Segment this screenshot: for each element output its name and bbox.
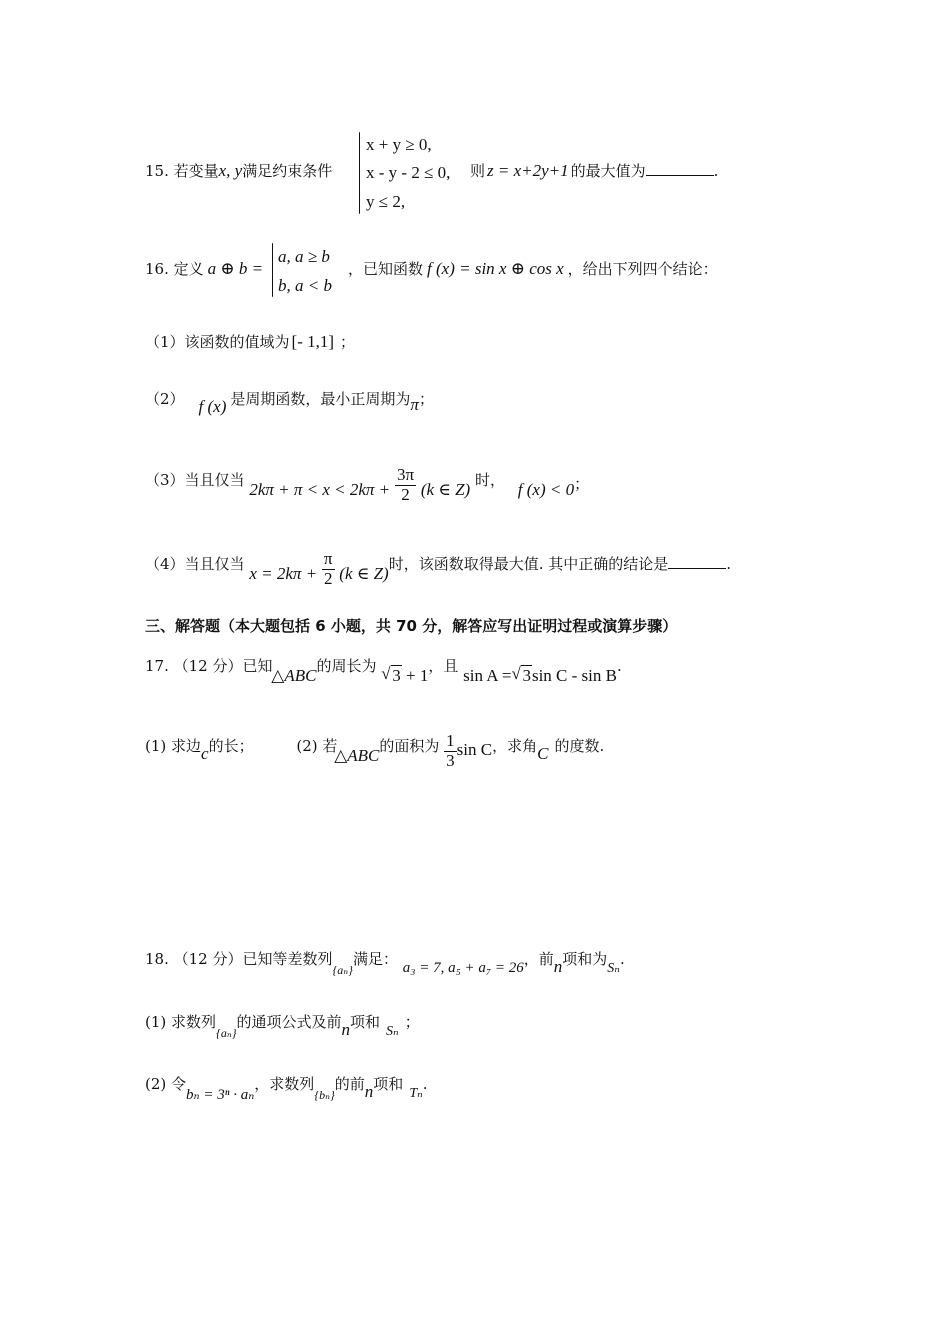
q18-part2 [145,1075,428,1103]
q16-text1: ，已知函数 [348,260,424,278]
q18-p2-end: . [422,1075,428,1093]
q16-c1-end: ； [340,333,356,351]
q16-conclusion-4 [145,546,732,588]
q17-eq-rad: 3 [522,666,531,685]
q15-constraint-1: x + y ≥ 0, [366,135,432,154]
q17-end: . [617,657,622,675]
q16-c3-num: 3π [396,465,415,484]
q17-perimeter [381,666,428,685]
q15-end: . [713,162,719,180]
q16-c3-text: 时， [475,471,506,490]
q17-p1-text: 的长； [208,737,254,756]
q18-p2-seq: {bₙ} [314,1088,335,1102]
q16-label: 16. 定义 [145,260,204,278]
q17-text2: ，且 [428,657,459,675]
q17-perim-rad: 3 [392,666,401,685]
q18-text1: 满足： [352,950,398,968]
q15-text2: 的最大值为 [570,162,646,180]
q16-c3-expr-a: 2kπ + π < x < 2kπ + [249,480,391,500]
q16-case-1: a, a ≥ b [278,247,330,266]
q16-c4-label: （4）当且仅当 [145,555,245,574]
q15-answer-blank [646,163,714,176]
q18-p1-end: ； [404,1013,420,1031]
q17-p2-text2: ，求角 [492,737,538,756]
q16-c4-expr-a: x = 2kπ + [249,564,318,584]
q18-S: Sₙ [607,961,620,976]
q16-c2-text: 是周期函数，最小正周期为 [230,390,411,408]
q16-c1-range: [- 1,1] [291,332,335,351]
q17-text1: 的周长为 [316,657,377,675]
q18-p2-text2: 的前 [334,1075,365,1093]
q17-p2-den: 3 [446,750,455,770]
q18-label: 18. （12 分）已知等差数列 [145,950,333,968]
q15-text1: 满足约束条件 [242,162,333,180]
q16-c3-den: 2 [401,484,410,504]
q18-text3: 项和为 [562,950,608,968]
q17-p2-C: C [537,744,549,764]
q17-label: 17. （12 分）已知 [145,657,273,675]
q15-then: 则 [470,162,486,180]
q17-line [145,657,622,685]
q16-c3-label: （3）当且仅当 [145,471,245,490]
q16-line [145,260,263,277]
q16-c3-fraction [395,466,416,504]
q18-end: . [619,950,625,968]
q16-c4-end: . [726,555,732,574]
q16-c2-end: ； [418,390,434,408]
q18-part1 [145,1013,420,1040]
q16-c2-label: （2） [145,390,185,408]
q17-eq-a: sin A = [463,666,512,685]
q16-c3-end: ； [574,475,590,494]
q16-c4-fraction [322,550,335,588]
q17-perim-plus: + 1 [406,666,429,685]
q16-tail [348,260,718,277]
q17-p1-c: c [201,744,209,764]
q16-c4-expr-b: (k ∈ Z) [339,564,389,584]
q18-line [145,950,625,977]
q16-c1-label: （1）该函数的值域为 [145,333,290,351]
q16-c3-expr-b: (k ∈ Z) [420,480,471,500]
q18-p1-seq: {aₙ} [216,1026,237,1040]
q18-p2-n: n [364,1082,374,1101]
q18-seq: {aₙ} [332,963,353,977]
q18-p1-label: (1) 求数列 [145,1013,217,1031]
q17-eq-b: sin C - sin B [531,666,617,685]
q18-p1-n: n [341,1020,351,1039]
q17-p2-text: 的面积为 [379,737,440,756]
q16-c3-ineq: f (x) < 0 [517,480,575,500]
q17-p2-num: 1 [446,731,455,750]
q18-p2-text: ，求数列 [254,1075,315,1093]
q16-c4-num: π [323,549,333,568]
q16-c2-func: f (x) [198,397,227,416]
q17-perim-sqrt [381,667,402,684]
q15-label: 15. 若变量 [145,162,219,180]
q16-conclusion-1 [145,333,355,350]
q16-def-lhs: a ⊕ b = [207,259,264,278]
q17-parts [145,728,605,770]
q15-expr: z = x+2y+1 [487,161,569,180]
q18-cond: a₃ = 7, a₅ + a₇ = 26 [402,960,524,976]
q15-line [145,162,332,179]
q18-text2: ，前 [523,950,554,968]
q16-conclusion-3 [145,462,590,504]
q15-vars: x, y [218,161,243,180]
q18-p1-text2: 项和 [350,1013,381,1031]
q17-p2-fraction [444,732,457,770]
q16-c4-text: 时，该函数取得最大值. 其中正确的结论是 [388,555,669,574]
q15-brace [359,132,360,214]
q17-p2-tri: △ABC [334,746,380,766]
q18-p1-text: 的通项公式及前 [236,1013,342,1031]
q17-p2-label: (2) 若 [296,737,338,756]
q15-tail [470,162,718,179]
q16-answer-blank [668,556,726,569]
q16-case-2: b, a < b [278,276,332,295]
q16-brace [272,243,273,297]
q17-p2-sin: sin C [456,740,493,760]
q18-p1-S: Sₙ [386,1024,399,1039]
q17-p1-label: (1) 求边 [145,737,202,756]
q15-constraint-2: x - y - 2 ≤ 0, [366,163,451,182]
q17-p2-text3: 的度数. [554,737,605,756]
q16-c2-pi: π [410,395,419,414]
q18-p2-T: Tₙ [409,1086,423,1101]
q16-text2: ，给出下列四个结论： [567,260,718,278]
q18-n: n [553,957,563,976]
q16-conclusion-2 [145,390,434,416]
q15-constraint-3: y ≤ 2, [366,192,406,211]
q17-tri: △ABC [271,666,317,685]
q18-p2-def: bₙ = 3ⁿ · aₙ [186,1087,255,1103]
q17-equation [463,666,617,685]
section3-title: 三、解答题（本大题包括 6 小题，共 70 分，解答应写出证明过程或演算步骤） [145,617,678,635]
q16-c4-den: 2 [323,568,333,588]
q16-func: f (x) = sin x ⊕ cos x [427,259,564,278]
q17-eq-sqrt [511,667,532,684]
q18-p2-label: (2) 令 [145,1075,187,1093]
q18-p2-text3: 项和 [373,1075,404,1093]
